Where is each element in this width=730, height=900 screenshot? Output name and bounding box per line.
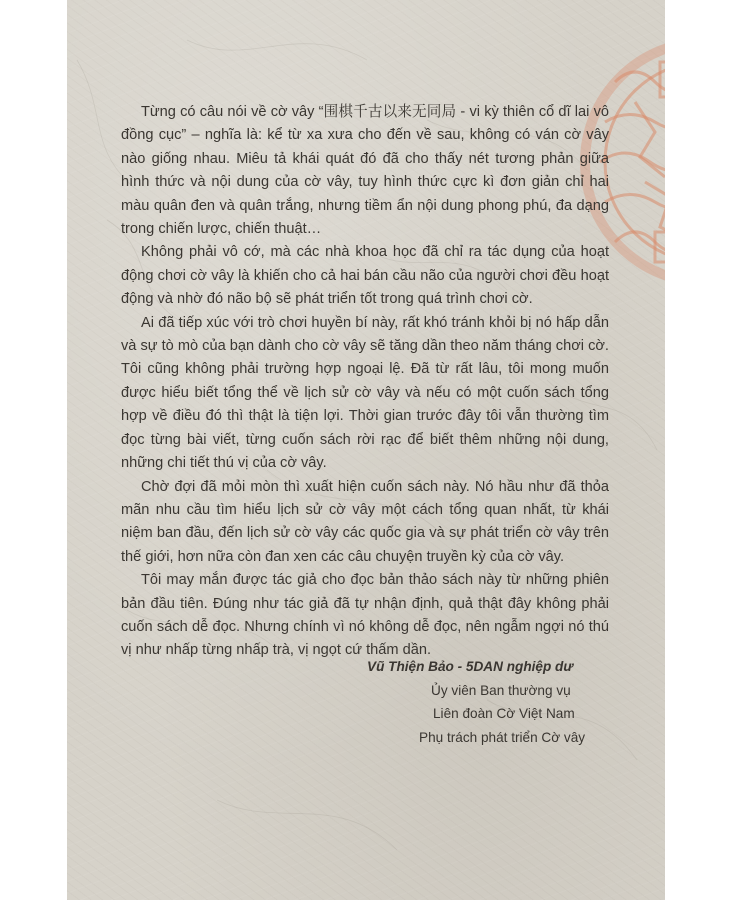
paragraph-2: Không phải vô cớ, mà các nhà khoa học đã chỉ ra tác dụng của hoạt động chơi cờ vây là khiến cho cả hai bán cầu não của người chơi đều hoạt động và nhờ đó não bộ sẽ phát triển tốt trong quá trình chơi cờ. xyxy=(121,244,609,308)
author-name: Vũ Thiện Bảo - 5DAN nghiệp dư xyxy=(367,659,574,674)
paragraph-5: Tôi may mắn được tác giả cho đọc bản thảo sách này từ những phiên bản đầu tiên. Đúng như tác giả đã tự nhận định, quả thật đây không phải cuốn sách dễ đọc. Nhưng chính vì nó không dễ đọc, nên ngẫm ngợi nó thú vị như nhấp từng nhấp trà, vị ngọt cứ thấm dần. xyxy=(121,572,609,659)
author-title-2: Liên đoàn Cờ Việt Nam xyxy=(433,706,575,721)
author-title-1: Ủy viên Ban thường vụ xyxy=(431,682,571,698)
foreword-body xyxy=(121,101,609,663)
book-page xyxy=(67,0,665,900)
signature-block xyxy=(367,655,657,749)
author-title-3: Phụ trách phát triển Cờ vây xyxy=(419,729,586,745)
paragraph-1: Từng có câu nói về cờ vây “围棋千古以来无同局 - vi kỳ thiên cổ dĩ lai vô đồng cục” – nghĩa là: kể từ xa xưa cho đến về sau, không có ván cờ vây nào giống nhau. Miêu tả khái quát đó đã cho thấy nét tương phản giữa hình thức và nội dung của cờ vây, tuy hình thức cực kì đơn giản chỉ hai màu quân đen và quân trắng, nhưng tiềm ẩn nội dung phong phú, đa dạng trong chiến lược, chiến thuật… xyxy=(121,104,609,238)
paragraph-3: Ai đã tiếp xúc với trò chơi huyền bí này, rất khó tránh khỏi bị nó hấp dẫn và sự tò mò của bạn dành cho cờ vây sẽ tăng dần theo năm tháng chơi cờ. Tôi cũng không phải trường hợp ngoại lệ. Đã từ rất lâu, tôi mong muốn được hiểu biết tổng thể về lịch sử cờ vây và nếu có một cuốn sách tổng hợp về điều đó thì thật là tiện lợi. Thời gian trước đây tôi vẫn thường tìm đọc từng bài viết, từng cuốn sách rời rạc để biết thêm những nội dung, những chi tiết thú vị của cờ vây. xyxy=(121,314,609,472)
paragraph-4: Chờ đợi đã mỏi mòn thì xuất hiện cuốn sách này. Nó hầu như đã thỏa mãn nhu cầu tìm hiểu lịch sử cờ vây một cách tổng quan nhất, từ khái niệm ban đầu, đến lịch sử cờ vây các quốc gia và sự phát triển cờ vây trên thế giới, hơn nữa còn đan xen các câu chuyện truyền kỳ của cờ vây. xyxy=(121,478,609,565)
